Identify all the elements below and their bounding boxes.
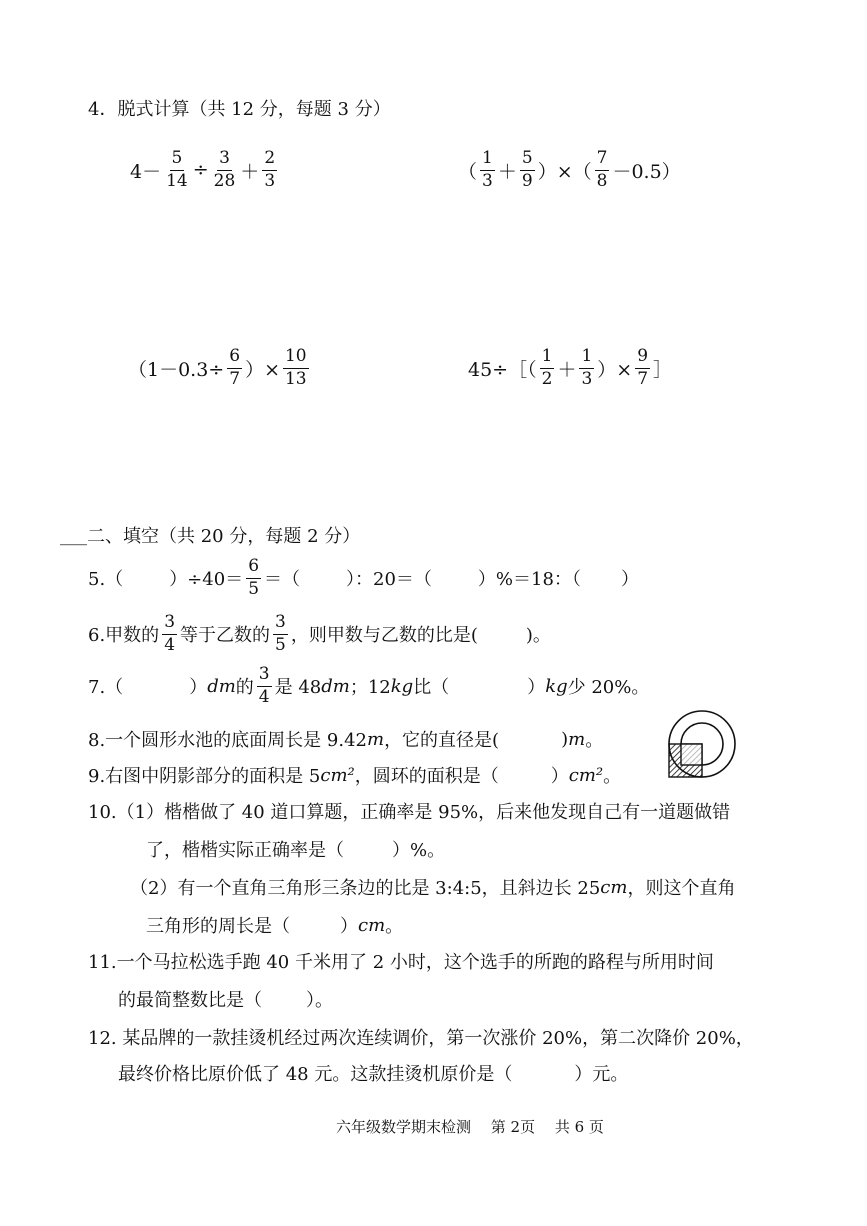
expression-1 bbox=[130, 150, 280, 191]
fraction bbox=[595, 150, 610, 191]
q-text: 了，楷楷实际正确率是（ bbox=[146, 840, 344, 861]
denominator: 5 bbox=[275, 634, 286, 655]
q-text: 8.一个圆形水池的底面周长是 9.42 bbox=[88, 730, 367, 751]
denominator: 3 bbox=[482, 170, 493, 191]
question-11-line2 bbox=[118, 986, 333, 1012]
q-text: 少 20%。 bbox=[567, 677, 650, 699]
numerator: 5 bbox=[170, 150, 185, 171]
operator: ＋ bbox=[240, 160, 260, 183]
fraction bbox=[635, 348, 650, 389]
q-text: 。 bbox=[585, 730, 604, 751]
unit: m bbox=[568, 728, 586, 750]
q-text: 比（ bbox=[413, 677, 450, 699]
fraction bbox=[520, 150, 535, 191]
denominator: 8 bbox=[596, 170, 608, 191]
unit: m bbox=[366, 728, 385, 750]
q-text: 5.（ bbox=[88, 569, 124, 591]
denominator: 4 bbox=[258, 686, 270, 707]
denominator: 13 bbox=[284, 368, 307, 389]
question-5 bbox=[88, 558, 639, 599]
fraction bbox=[540, 348, 555, 389]
denominator: 4 bbox=[164, 634, 176, 655]
question-10-part1-line1: 10.（1）楷楷做了 40 道口算题，正确率是 95%，后来他发现自己有一道题做错 bbox=[88, 802, 731, 823]
expr-text: ）×（ bbox=[537, 160, 592, 183]
numerator: 1 bbox=[480, 150, 495, 171]
denominator: 7 bbox=[637, 368, 649, 389]
numerator: 3 bbox=[257, 666, 272, 687]
expr-text: ］ bbox=[653, 358, 673, 381]
q-text: ）÷40＝ bbox=[169, 569, 244, 591]
section-2-title bbox=[60, 522, 360, 548]
numerator: 2 bbox=[262, 150, 277, 171]
question-6 bbox=[88, 614, 551, 655]
q-text: ，则甲数与乙数的比是( bbox=[290, 625, 478, 647]
q-text: )。 bbox=[525, 625, 551, 647]
numerator: 10 bbox=[283, 348, 309, 369]
q-text: ） bbox=[527, 677, 546, 699]
denominator: 7 bbox=[229, 368, 241, 389]
q-text: ） bbox=[189, 677, 208, 699]
q-text: ）元。 bbox=[574, 1064, 629, 1085]
denominator: 3 bbox=[581, 368, 593, 389]
q-text: ） bbox=[620, 569, 639, 591]
operator: ÷ bbox=[192, 159, 209, 182]
numerator: 3 bbox=[162, 614, 177, 635]
section-4-title: 4．脱式计算（共 12 分，每题 3 分） bbox=[88, 99, 391, 120]
question-8 bbox=[88, 726, 603, 752]
unit: kg bbox=[545, 675, 568, 697]
denominator: 2 bbox=[541, 368, 553, 389]
denominator: 28 bbox=[213, 170, 236, 191]
section-prefix: ___ bbox=[60, 524, 87, 546]
question-12-line2 bbox=[118, 1060, 628, 1086]
expression-4 bbox=[468, 348, 672, 389]
denominator: 14 bbox=[166, 170, 188, 191]
denominator: 9 bbox=[521, 170, 533, 191]
q-text: ）。 bbox=[306, 990, 333, 1011]
unit: cm bbox=[358, 914, 386, 936]
numerator: 6 bbox=[227, 348, 242, 369]
q-text: ） bbox=[340, 916, 358, 937]
fraction bbox=[273, 614, 288, 655]
inner-square-shade bbox=[681, 744, 702, 765]
expr-text: ）× bbox=[597, 358, 633, 381]
denominator: 3 bbox=[264, 170, 276, 191]
numerator: 3 bbox=[273, 614, 288, 635]
q-text: ＝（ bbox=[264, 569, 301, 591]
fraction bbox=[162, 614, 177, 655]
q-text: 的 bbox=[235, 677, 254, 699]
fraction bbox=[480, 150, 495, 191]
q-text: ) bbox=[561, 728, 569, 750]
unit: kg bbox=[390, 675, 414, 697]
unit: dm bbox=[207, 675, 236, 697]
q-text: 6.甲数的 bbox=[88, 625, 160, 647]
page-footer: 六年级数学期末检测 第 2页 共 6 页 bbox=[336, 1118, 604, 1136]
q-text: ） bbox=[550, 766, 569, 787]
expression-2 bbox=[458, 150, 681, 191]
numerator: 9 bbox=[635, 348, 650, 369]
fraction bbox=[246, 558, 261, 599]
expr-text: －0.5） bbox=[612, 160, 681, 183]
expr-text: 4－ bbox=[130, 160, 162, 183]
q-text: ，它的直径是( bbox=[384, 730, 500, 751]
question-10-part2-line2 bbox=[146, 912, 403, 938]
fraction bbox=[579, 348, 594, 389]
unit: dm bbox=[321, 675, 350, 697]
operator: ＋ bbox=[497, 160, 517, 183]
q-text: 最终价格比原价低了 48 元。这款挂烫机原价是（ bbox=[118, 1064, 513, 1085]
numerator: 5 bbox=[520, 150, 535, 171]
question-9 bbox=[88, 762, 621, 788]
q-text: ，则这个直角 bbox=[627, 878, 736, 899]
q-text: ）%＝18：（ bbox=[477, 569, 581, 591]
expr-text: 45÷［（ bbox=[468, 358, 537, 381]
q-text: ）%。 bbox=[392, 840, 446, 861]
operator: ＋ bbox=[557, 358, 577, 381]
q-text: 7.（ bbox=[88, 677, 124, 699]
q-text: 等于乙数的 bbox=[180, 625, 271, 647]
q-text: 的最简整数比是（ bbox=[118, 990, 262, 1011]
unit: cm bbox=[600, 876, 628, 898]
fraction bbox=[212, 150, 238, 191]
fraction bbox=[164, 150, 190, 191]
fraction bbox=[227, 348, 242, 389]
numerator: 1 bbox=[579, 348, 594, 369]
q-text: ）：20＝（ bbox=[346, 569, 432, 591]
numerator: 1 bbox=[540, 348, 555, 369]
q-text: 9.右图中阴影部分的面积是 5 bbox=[88, 766, 321, 787]
fraction bbox=[262, 150, 277, 191]
question-10-part1-line2 bbox=[146, 836, 445, 862]
fraction bbox=[283, 348, 309, 389]
numerator: 6 bbox=[246, 558, 261, 579]
fraction bbox=[257, 666, 272, 707]
q-text: ；12 bbox=[349, 677, 391, 699]
ring-diagram bbox=[666, 708, 738, 780]
expr-text: （ bbox=[458, 160, 478, 183]
section-title-text: 二、填空（共 20 分，每题 2 分） bbox=[87, 526, 361, 547]
q-text: 。 bbox=[603, 766, 622, 787]
question-12-line1: 12. 某品牌的一款挂烫机经过两次连续调价，第一次涨价 20%，第二次降价 20%， bbox=[88, 1028, 754, 1049]
denominator: 5 bbox=[248, 578, 260, 599]
unit: cm² bbox=[320, 764, 355, 786]
numerator: 7 bbox=[595, 150, 610, 171]
unit: cm² bbox=[568, 764, 604, 786]
q-text: 。 bbox=[385, 916, 404, 937]
question-11-line1: 11.一个马拉松选手跑 40 千米用了 2 小时，这个选手的所跑的路程与所用时间 bbox=[88, 952, 714, 973]
expr-text: （1－0.3÷ bbox=[128, 358, 225, 381]
question-7 bbox=[88, 666, 649, 707]
q-text: 三角形的周长是（ bbox=[146, 916, 290, 937]
q-text: 是 48 bbox=[274, 677, 322, 699]
expression-3 bbox=[128, 348, 312, 389]
numerator: 3 bbox=[217, 150, 232, 171]
q-text: ，圆环的面积是（ bbox=[354, 766, 499, 787]
question-10-part2-line1 bbox=[130, 874, 735, 900]
q-text: （2）有一个直角三角形三条边的比是 3:4:5，且斜边长 25 bbox=[130, 878, 601, 899]
expr-text: ）× bbox=[245, 358, 280, 381]
